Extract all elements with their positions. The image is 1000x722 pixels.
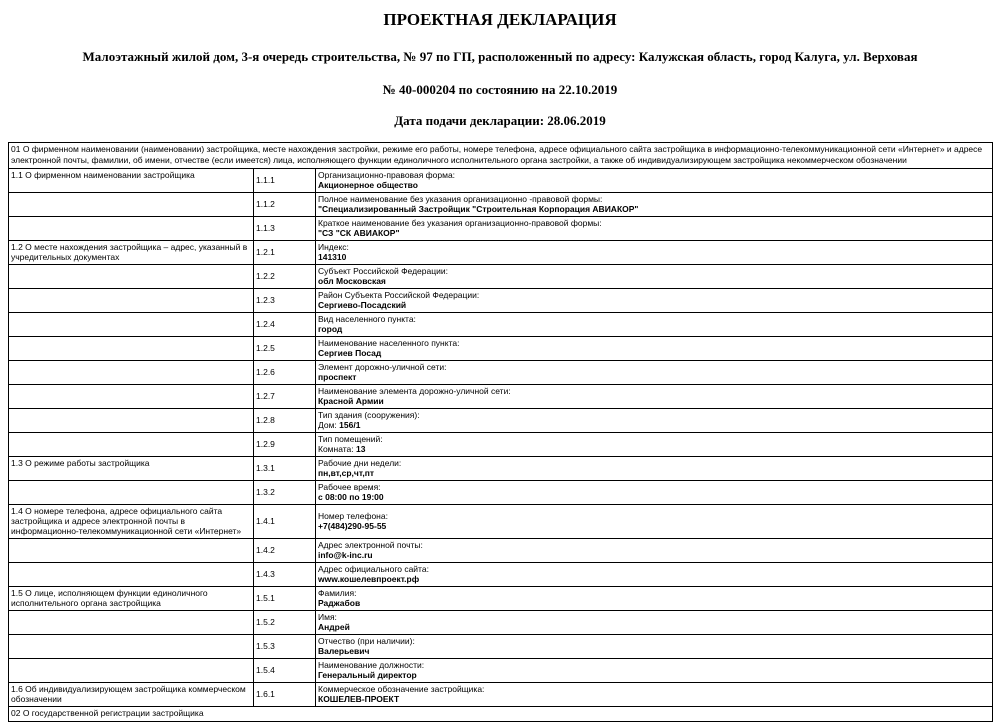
field-cell: [316, 659, 993, 683]
field-value: Раджабов: [318, 598, 361, 608]
table-row: [9, 169, 993, 193]
field-value-line: [318, 521, 989, 531]
field-cell: [316, 361, 993, 385]
field-value-line: [318, 204, 989, 214]
field-value-line: [318, 574, 989, 584]
section-cell: 1.6 Об индивидуализирующем застройщика коммерческом обозначении: [9, 683, 254, 707]
field-value-line: [318, 324, 989, 334]
field-value: info@k-inc.ru: [318, 550, 373, 560]
field-value: "СЗ "СК АВИАКОР": [318, 228, 400, 238]
field-cell: [316, 587, 993, 611]
field-cell: [316, 289, 993, 313]
field-value: www.кошелевпроект.рф: [318, 574, 420, 584]
row-number-cell: 1.3.2: [254, 481, 316, 505]
field-cell: [316, 635, 993, 659]
field-label: Наименование должности:: [318, 660, 425, 670]
row-number-cell: 1.2.3: [254, 289, 316, 313]
section-cell: [9, 313, 254, 337]
table-row: [9, 611, 993, 635]
field-value-line: [318, 372, 989, 382]
field-value: КОШЕЛЕВ-ПРОЕКТ: [318, 694, 400, 704]
field-value-line: [318, 396, 989, 406]
table-row: [9, 265, 993, 289]
field-value-prefix: Дом:: [318, 420, 340, 430]
section-cell: 1.1 О фирменном наименовании застройщика: [9, 169, 254, 193]
table-row: [9, 505, 993, 539]
field-value-line: [318, 670, 989, 680]
table-row: [9, 217, 993, 241]
row-number-cell: 1.4.1: [254, 505, 316, 539]
field-value-line: [318, 646, 989, 656]
field-cell: [316, 481, 993, 505]
section-cell: [9, 409, 254, 433]
section-cell: [9, 217, 254, 241]
field-label: Рабочие дни недели:: [318, 458, 402, 468]
table-row: [9, 481, 993, 505]
field-cell: [316, 409, 993, 433]
field-value: обл Московская: [318, 276, 386, 286]
row-number-cell: 1.5.2: [254, 611, 316, 635]
field-cell: [316, 539, 993, 563]
field-cell: [316, 217, 993, 241]
field-label: Наименование элемента дорожно-уличной сети:: [318, 386, 511, 396]
field-value: Валерьевич: [318, 646, 370, 656]
field-label: Рабочее время:: [318, 482, 381, 492]
field-value-line: [318, 420, 989, 430]
field-label: Тип помещений:: [318, 434, 383, 444]
section-01-header-row: [9, 143, 993, 169]
row-number-cell: 1.2.5: [254, 337, 316, 361]
field-label: Краткое наименование без указания организационно-правовой формы:: [318, 218, 602, 228]
table-row: [9, 539, 993, 563]
row-number-cell: 1.1.3: [254, 217, 316, 241]
field-value: Красной Армии: [318, 396, 384, 406]
field-value-line: [318, 622, 989, 632]
field-cell: [316, 611, 993, 635]
table-row: [9, 635, 993, 659]
field-cell: [316, 683, 993, 707]
row-number-cell: 1.2.8: [254, 409, 316, 433]
section-cell: [9, 659, 254, 683]
field-value-line: [318, 348, 989, 358]
field-value-prefix: Комната:: [318, 444, 357, 454]
section-cell: [9, 337, 254, 361]
field-value: Акционерное общество: [318, 180, 418, 190]
field-value-line: [318, 550, 989, 560]
table-row: [9, 409, 993, 433]
declaration-table: [8, 142, 993, 722]
field-value: 156/1: [339, 420, 361, 430]
field-value-line: [318, 300, 989, 310]
field-value-line: [318, 598, 989, 608]
field-label: Отчество (при наличии):: [318, 636, 415, 646]
field-value: 141310: [318, 252, 347, 262]
field-value: проспект: [318, 372, 357, 382]
table-row: [9, 587, 993, 611]
field-value: Сергиев Посад: [318, 348, 382, 358]
field-value: +7(484)290-95-55: [318, 521, 387, 531]
field-value: 13: [356, 444, 366, 454]
field-label: Адрес электронной почты:: [318, 540, 423, 550]
row-number-cell: 1.1.1: [254, 169, 316, 193]
row-number-cell: 1.4.2: [254, 539, 316, 563]
section-cell: [9, 611, 254, 635]
row-number-cell: 1.2.1: [254, 241, 316, 265]
field-label: Наименование населенного пункта:: [318, 338, 460, 348]
declaration-date-line: Дата подачи декларации: 28.06.2019: [394, 113, 606, 128]
row-number-cell: 1.2.4: [254, 313, 316, 337]
section-cell: [9, 289, 254, 313]
field-value: Андрей: [318, 622, 350, 632]
field-label: Район Субъекта Российской Федерации:: [318, 290, 480, 300]
field-cell: [316, 193, 993, 217]
table-row: [9, 683, 993, 707]
row-number-cell: 1.2.7: [254, 385, 316, 409]
section-cell: [9, 481, 254, 505]
table-row: [9, 313, 993, 337]
row-number-cell: 1.2.9: [254, 433, 316, 457]
field-value-line: [318, 492, 989, 502]
table-row: [9, 563, 993, 587]
field-label: Коммерческое обозначение застройщика:: [318, 684, 485, 694]
section-cell: [9, 539, 254, 563]
field-cell: [316, 265, 993, 289]
field-label: Субъект Российской Федерации:: [318, 266, 448, 276]
table-row: [9, 289, 993, 313]
field-cell: [316, 385, 993, 409]
section-02-header-row: [9, 707, 993, 722]
section-01-header: 01 О фирменном наименовании (наименовании) застройщика, месте нахождения застройки, режиме его работы, номере телефона, адресе официального сайта застройщика в информационно-телекоммуникационной сети «Интернет» и адресе электронной почты, фамилии, об имени, отчестве (если имеется) лица, исполняющего функции единоличного исполнительного органа застройки, а также об индивидуализирующем застройщика некоммерческом обозначении: [9, 143, 993, 169]
section-02-header: 02 О государственной регистрации застройщика: [9, 707, 993, 722]
row-number-cell: 1.2.6: [254, 361, 316, 385]
field-value-line: [318, 228, 989, 238]
section-cell: [9, 265, 254, 289]
field-label: Организационно-правовая форма:: [318, 170, 456, 180]
table-row: [9, 385, 993, 409]
row-number-cell: 1.2.2: [254, 265, 316, 289]
field-label: Полное наименование без указания организационно -правовой формы:: [318, 194, 603, 204]
field-label: Индекс:: [318, 242, 349, 252]
section-cell: 1.3 О режиме работы застройщика: [9, 457, 254, 481]
section-cell: 1.4 О номере телефона, адресе официального сайта застройщика и адресе электронной почты в информационно-телекоммуникационной сети «Интернет»: [9, 505, 254, 539]
field-cell: [316, 505, 993, 539]
field-value-line: [318, 694, 989, 704]
table-row: [9, 193, 993, 217]
field-cell: [316, 337, 993, 361]
field-label: Адрес официального сайта:: [318, 564, 429, 574]
table-row: [9, 241, 993, 265]
field-label: Номер телефона:: [318, 511, 388, 521]
field-label: Фамилия:: [318, 588, 357, 598]
document-subtitle: Малоэтажный жилой дом, 3-я очередь строительства, № 97 по ГП, расположенный по адресу: Калужская область, город Калуга, ул. Верховая: [82, 49, 918, 64]
field-value: Генеральный директор: [318, 670, 417, 680]
field-label: Имя:: [318, 612, 337, 622]
field-label: Вид населенного пункта:: [318, 314, 416, 324]
field-value-line: [318, 252, 989, 262]
section-cell: [9, 635, 254, 659]
field-value-line: [318, 180, 989, 190]
field-cell: [316, 433, 993, 457]
section-cell: [9, 193, 254, 217]
section-cell: [9, 361, 254, 385]
field-label: Элемент дорожно-уличной сети:: [318, 362, 447, 372]
field-value-line: [318, 276, 989, 286]
row-number-cell: 1.1.2: [254, 193, 316, 217]
section-cell: [9, 385, 254, 409]
field-value: Сергиево-Посадский: [318, 300, 407, 310]
table-row: [9, 337, 993, 361]
table-row: [9, 433, 993, 457]
table-row: [9, 457, 993, 481]
field-value-line: [318, 444, 989, 454]
field-cell: [316, 169, 993, 193]
table-row: [9, 361, 993, 385]
field-cell: [316, 241, 993, 265]
row-number-cell: 1.5.1: [254, 587, 316, 611]
field-value-line: [318, 468, 989, 478]
field-cell: [316, 457, 993, 481]
field-value: с 08:00 по 19:00: [318, 492, 384, 502]
field-value: город: [318, 324, 343, 334]
page-title: ПРОЕКТНАЯ ДЕКЛАРАЦИЯ: [383, 10, 617, 29]
field-cell: [316, 313, 993, 337]
row-number-cell: 1.5.4: [254, 659, 316, 683]
field-value: "Специализированный Застройщик "Строительная Корпорация АВИАКОР": [318, 204, 639, 214]
field-cell: [316, 563, 993, 587]
section-cell: 1.2 О месте нахождения застройщика – адрес, указанный в учредительных документах: [9, 241, 254, 265]
table-row: [9, 659, 993, 683]
row-number-cell: 1.5.3: [254, 635, 316, 659]
field-value: пн,вт,ср,чт,пт: [318, 468, 375, 478]
section-cell: [9, 563, 254, 587]
field-label: Тип здания (сооружения):: [318, 410, 420, 420]
section-cell: 1.5 О лице, исполняющем функции единоличного исполнительного органа застройщика: [9, 587, 254, 611]
section-cell: [9, 433, 254, 457]
declaration-number-line: № 40-000204 по состоянию на 22.10.2019: [382, 82, 618, 97]
row-number-cell: 1.4.3: [254, 563, 316, 587]
row-number-cell: 1.6.1: [254, 683, 316, 707]
row-number-cell: 1.3.1: [254, 457, 316, 481]
